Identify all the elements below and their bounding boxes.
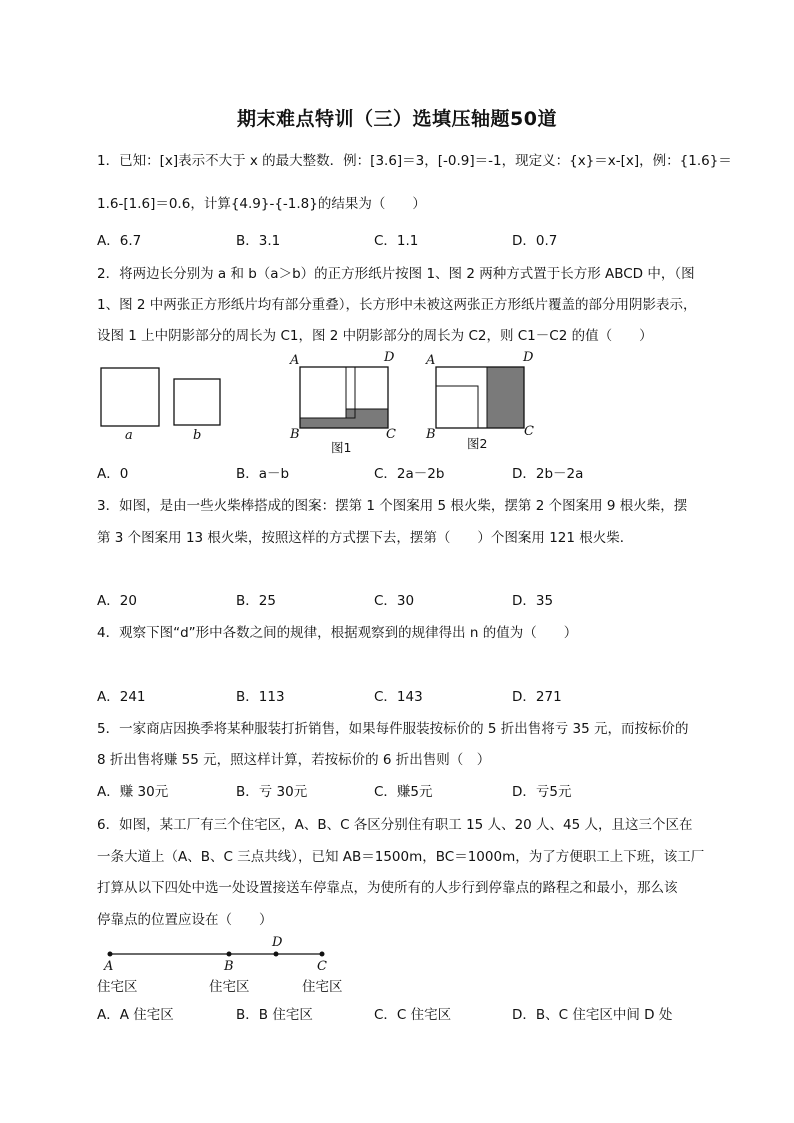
q5-text-line1: 5．一家商店因换季将某种服装打折销售，如果每件服装按标价的 5 折出售将亏 35 元，而按标价的 bbox=[97, 721, 689, 737]
fig1-caption: 图1 bbox=[331, 440, 352, 455]
q6-label-a: A bbox=[104, 959, 114, 974]
q3-option-d: D．35 bbox=[512, 593, 554, 609]
q1-option-b: B．3.1 bbox=[236, 233, 281, 249]
fig1-label-b: B bbox=[290, 427, 300, 442]
q6-area-a: 住宅区 bbox=[97, 979, 138, 995]
point-c bbox=[320, 952, 325, 957]
q6-option-c: C．C 住宅区 bbox=[374, 1007, 452, 1023]
q6-area-b: 住宅区 bbox=[209, 979, 250, 995]
label-b: b bbox=[193, 428, 202, 443]
q6-text-line2: 一条大道上（A、B、C 三点共线），已知 AB＝1500m，BC＝1000m，为了方便职工上下班，该工厂 bbox=[97, 849, 705, 865]
fig2-label-d: D bbox=[523, 350, 534, 365]
q5-option-a: A．赚 30元 bbox=[97, 784, 169, 800]
q2-option-d: D．2b－2a bbox=[512, 466, 584, 482]
fig2-label-b: B bbox=[426, 427, 436, 442]
fig2-caption: 图2 bbox=[467, 436, 488, 451]
q1-option-a: A．6.7 bbox=[97, 233, 142, 249]
point-b bbox=[227, 952, 232, 957]
q6-option-b: B．B 住宅区 bbox=[236, 1007, 313, 1023]
q1-option-c: C．1.1 bbox=[374, 233, 419, 249]
q6-label-d: D bbox=[272, 935, 283, 950]
q2-option-b: B．a－b bbox=[236, 466, 290, 482]
q6-label-c: C bbox=[317, 959, 327, 974]
q4-option-b: B．113 bbox=[236, 689, 285, 705]
q3-text-line2: 第 3 个图案用 13 根火柴，按照这样的方式摆下去，摆第（ ）个图案用 121 根火柴． bbox=[97, 530, 634, 546]
q5-option-b: B．亏 30元 bbox=[236, 784, 308, 800]
q4-text-line1: 4．观察下图“d”形中各数之间的规律，根据观察到的规律得出 n 的值为（ ） bbox=[97, 625, 578, 641]
label-a: a bbox=[125, 428, 133, 443]
q4-option-a: A．241 bbox=[97, 689, 146, 705]
fig2-label-a: A bbox=[426, 353, 436, 368]
q6-label-b: B bbox=[224, 959, 234, 974]
q6-text-line3: 打算从以下四处中选一处设置接送车停靠点，为使所有的人步行到停靠点的路程之和最小，那么该 bbox=[97, 880, 678, 896]
fig1-label-d: D bbox=[384, 350, 395, 365]
q2-option-c: C．2a－2b bbox=[374, 466, 445, 482]
q3-option-b: B．25 bbox=[236, 593, 276, 609]
q5-option-d: D．亏5元 bbox=[512, 784, 572, 800]
point-d bbox=[274, 952, 279, 957]
q4-option-c: C．143 bbox=[374, 689, 423, 705]
q6-text-line4: 停靠点的位置应设在（ ） bbox=[97, 912, 273, 928]
fig1-label-c: C bbox=[386, 427, 396, 442]
q2-text-line3: 设图 1 上中阴影部分的周长为 C1，图 2 中阴影部分的周长为 C2，则 C1－C2 的值（ ） bbox=[97, 328, 653, 344]
point-a bbox=[108, 952, 113, 957]
q1-text-line1: 1．已知：[x]表示不大于 x 的最大整数．例：[3.6]＝3，[-0.9]＝-1，现定义：{x}＝x-[x]，例：{1.6}＝ bbox=[97, 153, 732, 169]
q3-option-c: C．30 bbox=[374, 593, 415, 609]
q6-text-line1: 6．如图，某工厂有三个住宅区，A、B、C 各区分别住有职工 15 人、20 人、45 人，且这三个区在 bbox=[97, 817, 693, 833]
fig2-label-c: C bbox=[524, 424, 534, 439]
q3-option-a: A．20 bbox=[97, 593, 137, 609]
q2-option-a: A．0 bbox=[97, 466, 129, 482]
q6-area-c: 住宅区 bbox=[302, 979, 343, 995]
q5-text-line2: 8 折出售将赚 55 元，照这样计算，若按标价的 6 折出售则（ ） bbox=[97, 752, 491, 768]
q3-text-line1: 3．如图，是由一些火柴棒搭成的图案：摆第 1 个图案用 5 根火柴，摆第 2 个图案用 9 根火柴，摆 bbox=[97, 498, 688, 514]
fig1-label-a: A bbox=[290, 353, 300, 368]
q1-text-line2: 1.6-[1.6]＝0.6，计算{4.9}-{-1.8}的结果为（ ） bbox=[97, 196, 426, 212]
q5-option-c: C．赚5元 bbox=[374, 784, 433, 800]
q4-option-d: D．271 bbox=[512, 689, 562, 705]
q2-text-line2: 1、图 2 中两张正方形纸片均有部分重叠），长方形中未被这两张正方形纸片覆盖的部分用阴影表示， bbox=[97, 297, 697, 313]
q6-option-d: D．B、C 住宅区中间 D 处 bbox=[512, 1007, 673, 1023]
q1-option-d: D．0.7 bbox=[512, 233, 558, 249]
q6-option-a: A．A 住宅区 bbox=[97, 1007, 174, 1023]
q2-text-line1: 2．将两边长分别为 a 和 b（a＞b）的正方形纸片按图 1、图 2 两种方式置于长方形 ABCD 中，（图 bbox=[97, 266, 695, 282]
page-title: 期末难点特训（三）选填压轴题50道 bbox=[237, 108, 557, 130]
